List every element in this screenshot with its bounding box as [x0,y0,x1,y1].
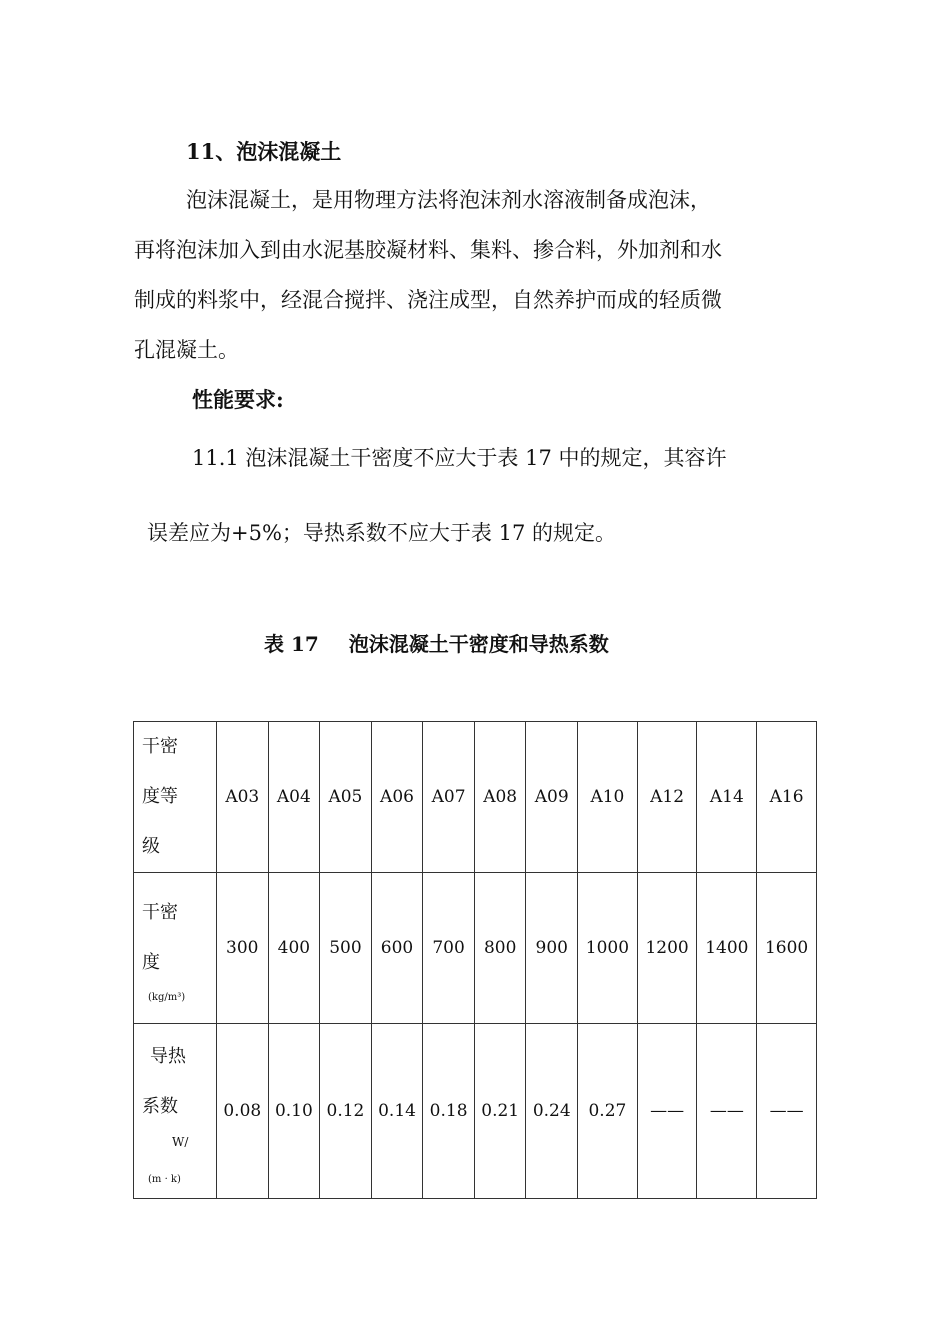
paragraph-line-2: 再将泡沫加入到由水泥基胶凝材料、集料、掺合料，外加剂和水 [134,238,722,262]
table-cell: 500 [320,873,372,1024]
clause-line-2: 误差应为+5%；导热系数不应大于表 17 的规定。 [147,521,616,545]
table-cell: A05 [320,722,372,873]
table-cell: 0.27 [578,1024,638,1199]
table-cell: A03 [217,722,269,873]
table-cell: 0.08 [217,1024,269,1199]
section-title: 11、泡沫混凝土 [186,139,342,164]
row-header-text: 度 [142,952,160,973]
table-cell: —— [697,1024,757,1199]
table-cell: A08 [474,722,526,873]
table-cell: 1600 [757,873,817,1024]
density-conductivity-table [133,721,817,1199]
row-header-density [134,873,217,1024]
table-caption [264,628,609,657]
row-header-text: 导热 [150,1046,186,1067]
table-cell: —— [637,1024,697,1199]
table-cell: 400 [268,873,320,1024]
table-cell: A10 [578,722,638,873]
table-cell: 0.14 [371,1024,423,1199]
row-header-text: 系数 [142,1096,178,1117]
table-cell: 800 [474,873,526,1024]
table-cell: A09 [526,722,578,873]
performance-heading: 性能要求: [192,387,284,412]
table-cell: 900 [526,873,578,1024]
paragraph-line-3: 制成的料浆中，经混合搅拌、浇注成型，自然养护而成的轻质微 [134,288,722,312]
row-header-text: 干密 [142,902,178,923]
table-cell: 0.18 [423,1024,475,1199]
paragraph-line-4: 孔混凝土。 [134,338,239,362]
row-header-conductivity [134,1024,217,1199]
row-header-text: 干密 [142,736,178,757]
row-unit: W/ [172,1135,189,1149]
row-unit: (m · k) [148,1174,181,1185]
table-cell: 0.21 [474,1024,526,1199]
table-cell: A06 [371,722,423,873]
table-row [134,722,817,873]
table-row [134,873,817,1024]
table-cell: A04 [268,722,320,873]
table-cell: 0.24 [526,1024,578,1199]
table-row [134,1024,817,1199]
table-cell: 1200 [637,873,697,1024]
row-unit: (kg/m³) [148,992,186,1003]
paragraph-line-1: 泡沫混凝土，是用物理方法将泡沫剂水溶液制备成泡沫， [186,188,711,212]
table-cell: 0.12 [320,1024,372,1199]
table-cell: 600 [371,873,423,1024]
table-cell: 1000 [578,873,638,1024]
table-cell: 700 [423,873,475,1024]
table-caption-text: 泡沫混凝土干密度和导热系数 [348,632,609,656]
row-header-text: 度等 [142,786,178,807]
clause-line-1: 11.1 泡沫混凝土干密度不应大于表 17 中的规定，其容许 [192,446,727,470]
table-cell: A14 [697,722,757,873]
row-header-text: 级 [142,836,160,857]
row-header-grade [134,722,217,873]
table-cell: —— [757,1024,817,1199]
table-cell: 0.10 [268,1024,320,1199]
table-cell: A07 [423,722,475,873]
table-caption-number: 表 17 [264,632,319,656]
table-cell: A12 [637,722,697,873]
table-cell: A16 [757,722,817,873]
table-cell: 300 [217,873,269,1024]
table-cell: 1400 [697,873,757,1024]
